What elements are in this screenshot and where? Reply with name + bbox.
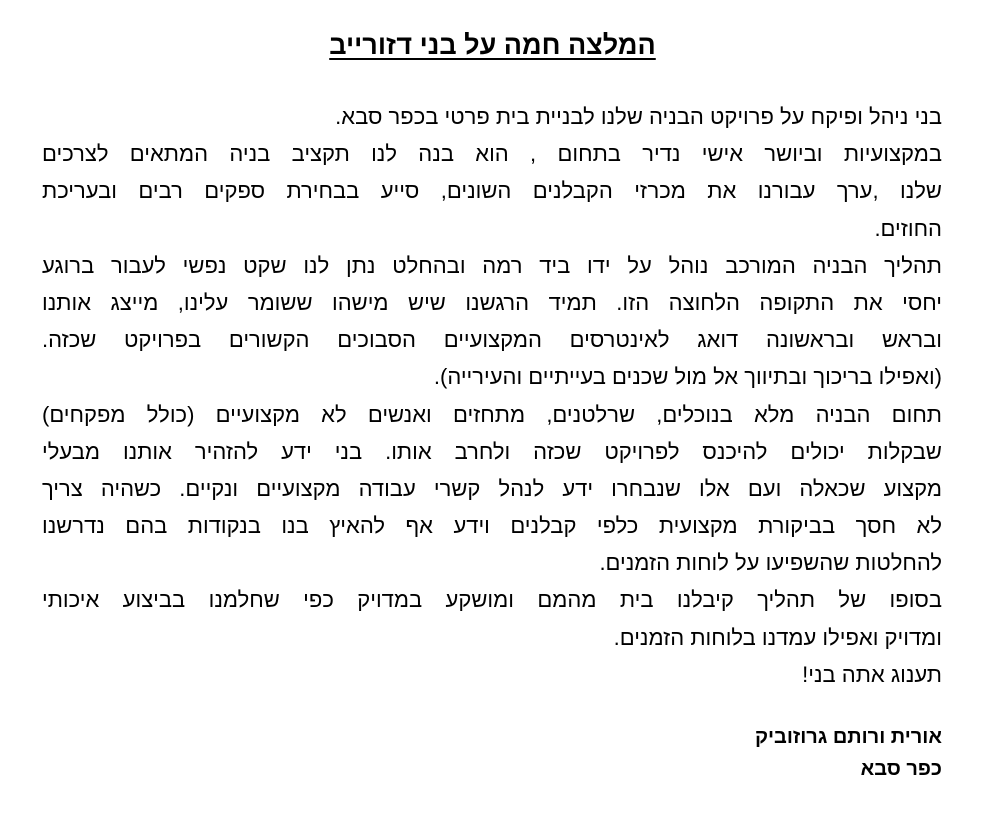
body-line: תהליך הבניה המורכב נוהל על ידו ביד רמה ובהחלט נתן לנו שקט נפשי לעבור ברוגע <box>42 252 942 278</box>
body-line: החוזים. <box>874 215 942 241</box>
letter-body <box>42 98 942 693</box>
signature-place: כפר סבא <box>860 758 942 780</box>
signature-block <box>755 721 942 785</box>
body-line: ובראש ובראשונה דואג לאינטרסים המקצועיים הסבוכים הקשורים בפרויקט שכזה. <box>42 327 942 353</box>
body-line: תחום הבניה מלא בנוכלים, שרלטנים, מתחזים ואנשים לא מקצועיים (כולל מפקחים) <box>42 401 942 427</box>
body-line: לא חסך בביקורת מקצועית כלפי קבלנים וידע אף להאיץ בנו בנקודות בהם נדרשנו <box>42 513 942 539</box>
body-line: תענוג אתה בני! <box>802 661 942 687</box>
body-line: ומדויק ואפילו עמדנו בלוחות הזמנים. <box>613 624 942 650</box>
body-line: להחלטות שהשפיעו על לוחות הזמנים. <box>599 550 942 576</box>
body-line: בסופו של תהליך קיבלנו בית מהמם ומושקע במדויק כפי שחלמנו בביצוע איכותי <box>42 587 942 613</box>
signature-names: אורית ורותם גרוזוביק <box>754 726 942 748</box>
page-title: המלצה חמה על בני דזורייב <box>329 30 656 60</box>
body-line: יחסי את התקופה הלחוצה הזו. תמיד הרגשנו שיש מישהו ששומר עלינו, מייצג אותנו <box>42 289 942 315</box>
body-line: שבקלות יכולים להיכנס לפרויקט שכזה ולחרב אותו. בני ידע להזהיר אותנו מבעלי <box>42 438 942 464</box>
body-line: שלנו ,ערך עבורנו את מכרזי הקבלנים השונים, סייע בבחירת ספקים רבים ובעריכת <box>42 178 942 204</box>
body-line: במקצועיות וביושר אישי נדיר בתחום , הוא בנה לנו תקציב בניה המתאים לצרכים <box>42 141 942 167</box>
body-line: מקצוע שכאלה ועם אלו שנבחרו ידע לנהל קשרי עבודה מקצועיים ונקיים. כשהיה צריך <box>42 475 942 501</box>
body-line: (ואפילו בריכוך ובתיווך אל מול שכנים בעייתיים והעירייה). <box>433 364 942 390</box>
body-line: בני ניהל ופיקח על פרויקט הבניה שלנו לבניית בית פרטי בכפר סבא. <box>335 104 942 129</box>
